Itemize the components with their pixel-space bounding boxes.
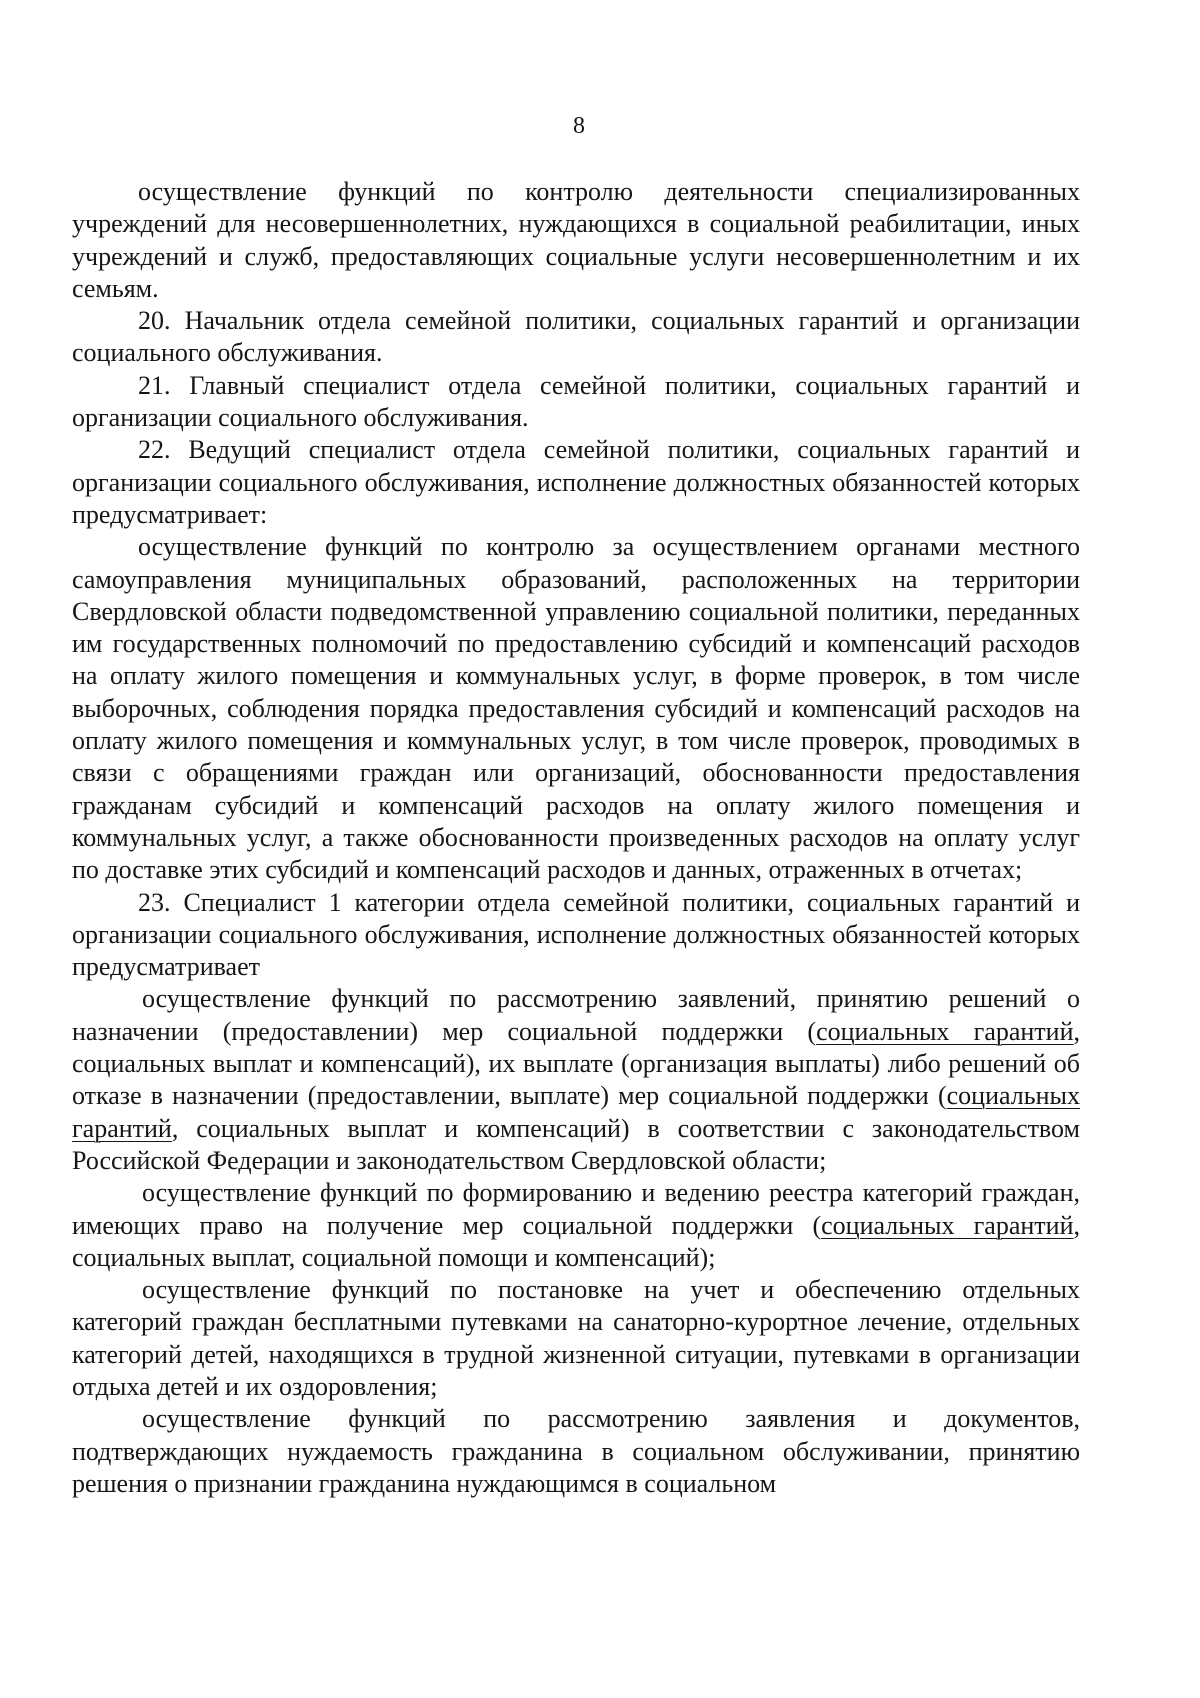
paragraph-text: , социальных выплат и компенсаций) в соответствии с законодательством Российской Федерации и законодательством Свердловской области; xyxy=(72,1113,1080,1175)
paragraph-item-22: 22. Ведущий специалист отдела семейной политики, социальных гарантий и организации социального обслуживания, исполнение должностных обязанностей которых предусматривает: xyxy=(72,435,1080,529)
paragraph-text: осуществление функций по формированию и ведению реестра категорий граждан, имеющих право на получение мер социальной поддержки ( xyxy=(72,1178,1080,1240)
page-number: 8 xyxy=(573,113,585,139)
paragraph-consideration-applications xyxy=(72,983,1080,1177)
paragraph-control-subsidies: осуществление функций по контролю за осуществлением органами местного самоуправления муниципальных образований, расположенных на территории Свердловской области подведомственной управлению социальной политики, переданных им государственных полномочий по предоставлению субсидий и компенсаций расходов на оплату жилого помещения и коммунальных услуг, в форме проверок, в том числе выборочных, соблюдения порядка предоставления субсидий и компенсаций расходов на оплату жилого помещения и коммунальных услуг, в том числе проверок, проводимых в связи с обращениями граждан или организаций, обоснованности предоставления гражданам субсидий и компенсаций расходов на оплату жилого помещения и коммунальных услуг, а также обоснованности произведенных расходов на оплату услуг по доставке этих субсидий и компенсаций расходов и данных, отраженных в отчетах; xyxy=(72,532,1080,885)
paragraph-item-21: 21. Главный специалист отдела семейной политики, социальных гарантий и организации социального обслуживания. xyxy=(72,370,1080,433)
paragraph-registry xyxy=(72,1177,1080,1274)
underlined-term: социальных гарантий xyxy=(816,1016,1074,1046)
paragraph-social-service-need: осуществление функций по рассмотрению заявления и документов, подтверждающих нуждаемость гражданина в социальном обслуживании, принятию решения о признании гражданина нуждающимся в социальном xyxy=(72,1404,1080,1498)
paragraph-text: , социальных выплат и компенсаций), их выплате (организация выплаты) либо решений об отказе в назначении (предоставлении, выплате) мер социальной поддержки ( xyxy=(72,1016,1080,1111)
paragraph-functions-control: осуществление функций по контролю деятельности специализированных учреждений для несовершеннолетних, нуждающихся в социальной реабилитации, иных учреждений и служб, предоставляющих социальные услуги несовершеннолетним и их семьям. xyxy=(72,177,1080,303)
paragraph-text: осуществление функций по рассмотрению заявлений, принятию решений о назначении (предоставлении) мер социальной поддержки ( xyxy=(72,984,1080,1046)
paragraph-text: , социальных выплат, социальной помощи и компенсаций); xyxy=(72,1210,1080,1272)
paragraph-vouchers: осуществление функций по постановке на учет и обеспечению отдельных категорий граждан бесплатными путевками на санаторно-курортное лечение, отдельных категорий детей, находящихся в трудной жизненной ситуации, путевками в организации отдыха детей и их оздоровления; xyxy=(72,1275,1080,1401)
paragraph-item-20: 20. Начальник отдела семейной политики, социальных гарантий и организации социального обслуживания. xyxy=(72,306,1080,368)
underlined-term: социальных гарантий xyxy=(821,1210,1074,1240)
document-body xyxy=(72,176,1080,1500)
underlined-term: социальных гарантий xyxy=(72,1081,1080,1143)
paragraph-item-23: 23. Специалист 1 категории отдела семейной политики, социальных гарантий и организации социального обслуживания, исполнение должностных обязанностей которых предусматривает xyxy=(72,887,1080,982)
